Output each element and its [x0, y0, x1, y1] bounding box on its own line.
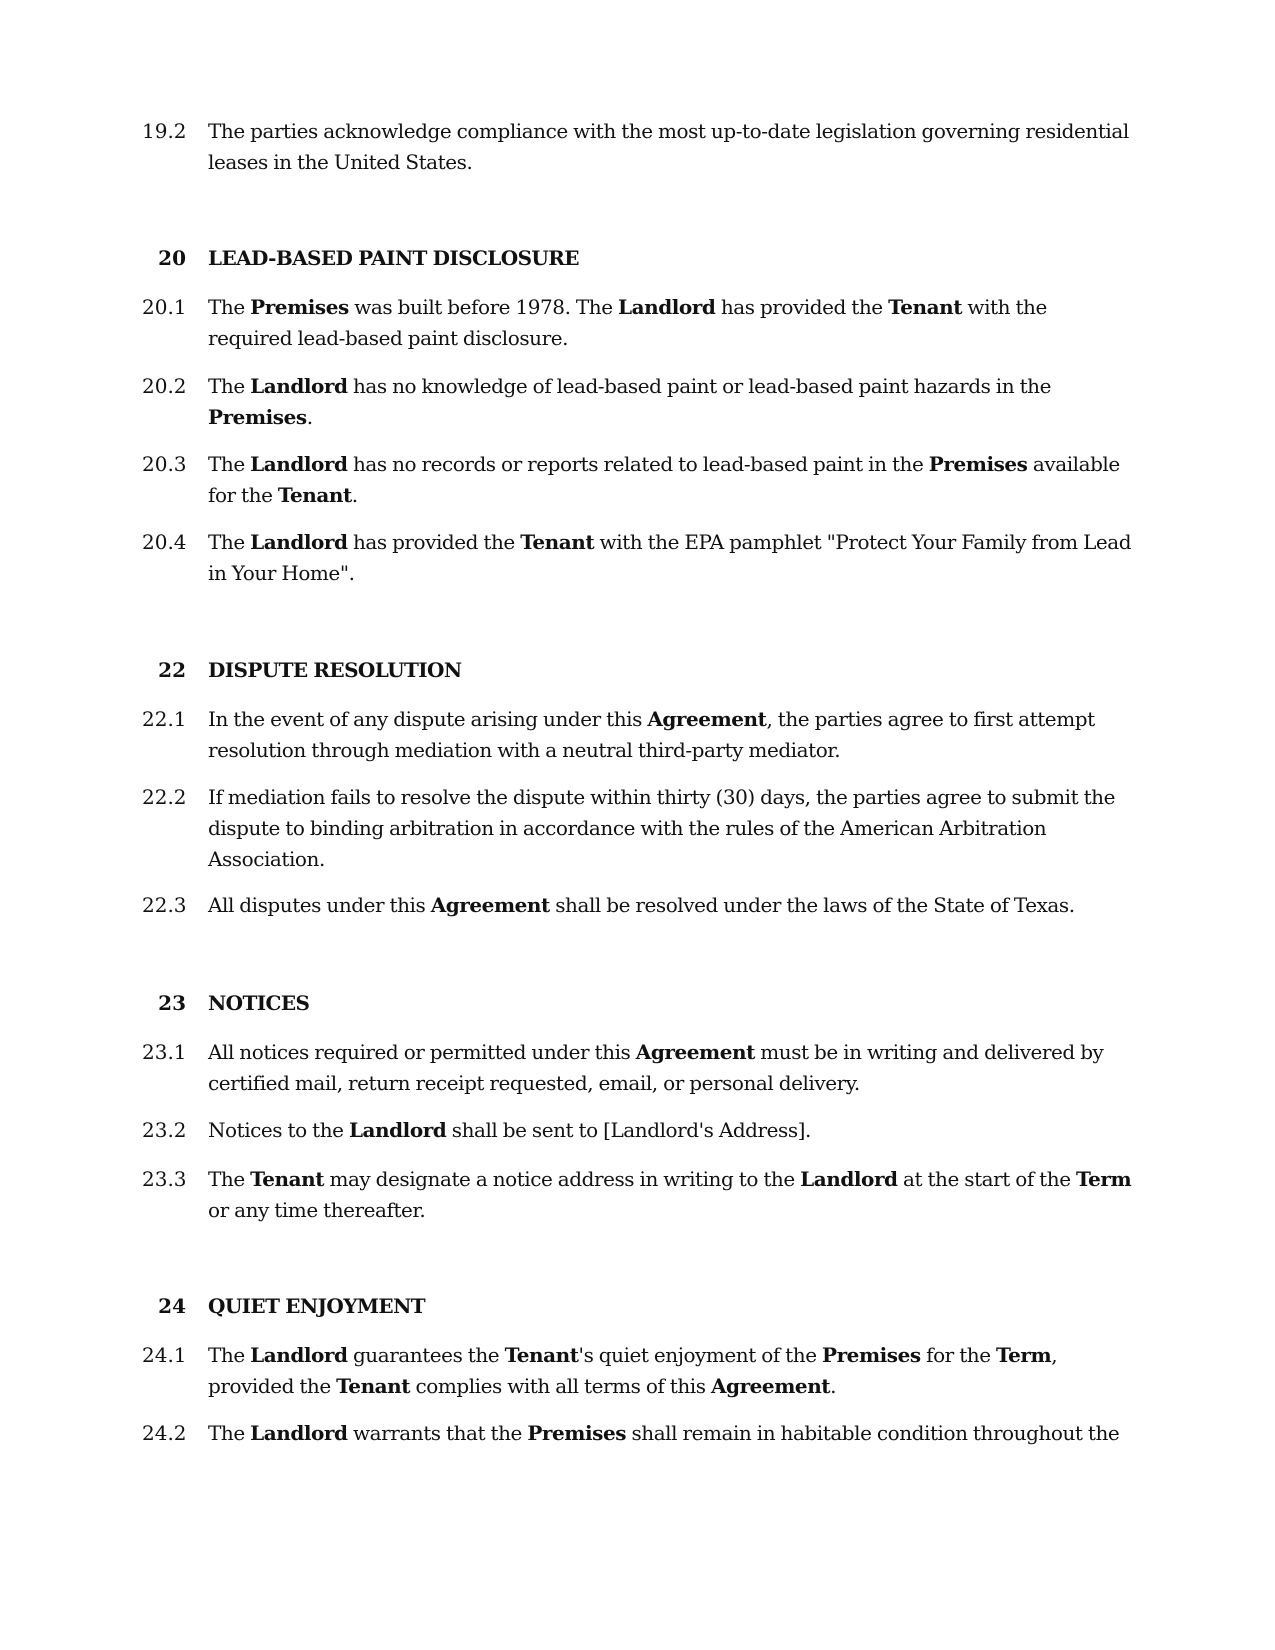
text-run: All notices required or permitted under this	[208, 1040, 636, 1064]
clause-text	[208, 1340, 1133, 1402]
text-run: , provided the	[208, 1343, 1058, 1398]
text-run: at the start of the	[897, 1167, 1076, 1191]
text-run: with the EPA pamphlet "Protect Your Family from Lead in Your Home".	[208, 530, 1132, 585]
defined-term: Premises	[928, 452, 1028, 476]
text-run: The	[208, 530, 251, 554]
section-title	[208, 1291, 1133, 1322]
text-run: DISPUTE RESOLUTION	[208, 658, 462, 682]
defined-term: Landlord	[250, 530, 348, 554]
defined-term: Agreement	[430, 893, 550, 917]
section-number: 23	[158, 991, 186, 1015]
clause-number: 23.1	[142, 1040, 187, 1064]
section-title	[208, 988, 1133, 1019]
text-run: 's quiet enjoyment of the	[578, 1343, 822, 1367]
text-run: for the	[920, 1343, 996, 1367]
text-run: .	[830, 1374, 836, 1398]
text-run: QUIET ENJOYMENT	[208, 1294, 426, 1318]
defined-term: Premises	[250, 295, 349, 319]
text-run: or any time thereafter.	[208, 1198, 426, 1222]
defined-term: Landlord	[348, 1118, 447, 1142]
defined-term: Tenant	[277, 483, 352, 507]
text-run: has no records or reports related to lead-based paint in the	[347, 452, 929, 476]
clause-number: 23.3	[142, 1167, 187, 1191]
text-run: The parties acknowledge compliance with the most up-to-date legislation governing residential leases in the United States.	[208, 119, 1129, 174]
section-number: 22	[158, 658, 186, 682]
defined-term: Tenant	[504, 1343, 579, 1367]
clause-number: 20.3	[142, 452, 187, 476]
defined-term: Tenant	[336, 1374, 411, 1398]
defined-term: Tenant	[250, 1167, 325, 1191]
section-number: 20	[158, 246, 186, 270]
text-run: If mediation fails to resolve the dispute within thirty (30) days, the parties agree to submit the dispute to binding arbitration in accordance with the rules of the American Arbitration Association.	[208, 785, 1116, 871]
text-run: .	[351, 483, 358, 507]
text-run: NOTICES	[208, 991, 310, 1015]
clause-number: 22.2	[142, 785, 187, 809]
defined-term: Premises	[208, 405, 307, 429]
clause-number: 19.2	[142, 119, 187, 143]
clause-text	[208, 1037, 1133, 1099]
clause-text	[208, 292, 1133, 354]
clause-text	[208, 782, 1133, 875]
defined-term: Landlord	[800, 1167, 898, 1191]
text-run: In the event of any dispute arising under this	[208, 707, 648, 731]
text-run: All disputes under this	[208, 893, 431, 917]
defined-term: Agreement	[710, 1374, 831, 1398]
clause-text	[208, 449, 1133, 511]
clause-text	[208, 1164, 1133, 1226]
text-run: warrants that the	[347, 1421, 528, 1445]
clause-text	[208, 527, 1133, 589]
defined-term: Agreement	[635, 1040, 755, 1064]
defined-term: Landlord	[250, 1343, 348, 1367]
text-run: The	[208, 295, 251, 319]
defined-term: Tenant	[520, 530, 595, 554]
clause-number: 22.3	[142, 893, 187, 917]
text-run: The	[208, 452, 251, 476]
text-run: may designate a notice address in writing to the	[324, 1167, 801, 1191]
clause-number: 24.1	[142, 1343, 187, 1367]
defined-term: Agreement	[647, 707, 767, 731]
text-run: has no knowledge of lead-based paint or lead-based paint hazards in the	[347, 374, 1051, 398]
text-run: The	[208, 1343, 251, 1367]
section-title	[208, 243, 1133, 274]
clause-text	[208, 1418, 1133, 1449]
clause-number: 20.4	[142, 530, 187, 554]
clause-text	[208, 1115, 1133, 1146]
text-run: was built before 1978. The	[348, 295, 618, 319]
clause-number: 20.2	[142, 374, 187, 398]
clause-text	[208, 890, 1133, 921]
text-run: The	[208, 1421, 251, 1445]
text-run: The	[208, 374, 251, 398]
defined-term: Term	[996, 1343, 1052, 1367]
clause-text	[208, 704, 1133, 766]
text-run: complies with all terms of this	[410, 1374, 711, 1398]
text-run: shall remain in habitable condition throughout the	[626, 1421, 1120, 1445]
clause-text	[208, 371, 1133, 433]
clause-number: 22.1	[142, 707, 187, 731]
clause-number: 24.2	[142, 1421, 187, 1445]
text-run: available for the	[208, 452, 1120, 507]
defined-term: Landlord	[618, 295, 716, 319]
text-run: LEAD-BASED PAINT DISCLOSURE	[208, 246, 579, 270]
defined-term: Landlord	[250, 374, 348, 398]
section-title	[208, 655, 1133, 686]
text-run: .	[306, 405, 313, 429]
text-run: , the parties agree to first attempt resolution through mediation with a neutral third-party mediator.	[208, 707, 1095, 762]
defined-term: Premises	[527, 1421, 627, 1445]
section-number: 24	[158, 1294, 186, 1318]
text-run: Notices to the	[208, 1118, 349, 1142]
text-run: shall be resolved under the laws of the State of Texas.	[549, 893, 1075, 917]
defined-term: Landlord	[250, 1421, 348, 1445]
defined-term: Landlord	[250, 452, 348, 476]
clause-text	[208, 116, 1133, 178]
text-run: The	[208, 1167, 251, 1191]
clause-number: 23.2	[142, 1118, 187, 1142]
text-run: with the required lead-based paint disclosure.	[208, 295, 1047, 350]
defined-term: Tenant	[888, 295, 963, 319]
defined-term: Premises	[822, 1343, 921, 1367]
text-run: has provided the	[715, 295, 889, 319]
text-run: has provided the	[347, 530, 521, 554]
text-run: must be in writing and delivered by certified mail, return receipt requested, email, or personal delivery.	[208, 1040, 1104, 1095]
text-run: guarantees the	[347, 1343, 505, 1367]
defined-term: Term	[1076, 1167, 1132, 1191]
text-run: shall be sent to [Landlord's Address].	[446, 1118, 811, 1142]
clause-number: 20.1	[142, 295, 187, 319]
